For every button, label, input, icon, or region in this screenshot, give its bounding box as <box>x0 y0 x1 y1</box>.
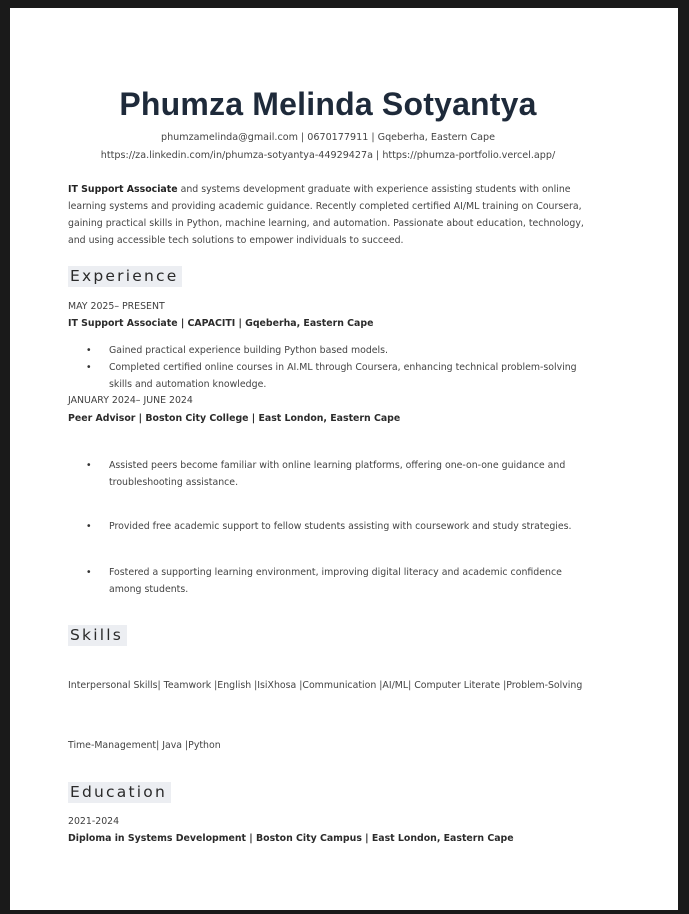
summary-text: and systems development graduate with experience assisting students with online learning systems and providing academic guidance. Recently completed certified AI/ML training on Coursera, gaining practical skills in Python, machine learning, and automation. Passionate about education, technology, and using accessible tech solutions to empower individuals to succeed. <box>68 184 584 246</box>
job-dates: MAY 2025– PRESENT <box>68 301 165 312</box>
bullet-dot: • <box>86 460 92 471</box>
education-dates: 2021-2024 <box>68 816 120 827</box>
education-heading: Education <box>68 782 171 803</box>
job-title: IT Support Associate | CAPACITI | Gqeberha, Eastern Cape <box>68 318 374 329</box>
job-bullet: • Fostered a supporting learning environment, improving digital literacy and academic confidence among students. <box>86 564 586 598</box>
profile-links-line: https://za.linkedin.com/in/phumza-sotyantya-44929427a | https://phumza-portfolio.vercel.app/ <box>100 150 556 161</box>
job-title: Peer Advisor | Boston City College | East London, Eastern Cape <box>68 413 401 424</box>
job-dates: JANUARY 2024– JUNE 2024 <box>68 395 193 406</box>
job-bullet: • Gained practical experience building Python based models. <box>86 342 586 359</box>
job-bullet: • Provided free academic support to fellow students assisting with coursework and study strategies. <box>86 518 586 535</box>
education-title: Diploma in Systems Development | Boston City Campus | East London, Eastern Cape <box>68 833 514 844</box>
bullet-dot: • <box>86 362 92 373</box>
skills-list: Interpersonal Skills| Teamwork |English |IsiXhosa |Communication |AI/ML| Computer Literate |Problem-Solving <box>68 680 583 691</box>
candidate-name: Phumza Melinda Sotyantya <box>119 86 537 122</box>
summary-lead: IT Support Associate <box>68 184 178 195</box>
bullet-dot: • <box>86 345 92 356</box>
contact-info-line: phumzamelinda@gmail.com | 0670177911 | Gqeberha, Eastern Cape <box>161 132 495 143</box>
bullet-dot: • <box>86 521 92 532</box>
skills-list: Time-Management| Java |Python <box>68 740 221 751</box>
skills-heading: Skills <box>68 625 127 646</box>
experience-heading: Experience <box>68 266 182 287</box>
job-bullet: • Assisted peers become familiar with online learning platforms, offering one-on-one guidance and troubleshooting assistance. <box>86 457 586 491</box>
job-bullet: • Completed certified online courses in AI.ML through Coursera, enhancing technical problem-solving skills and automation knowledge. <box>86 359 586 393</box>
bullet-dot: • <box>86 567 92 578</box>
professional-summary <box>68 181 588 249</box>
resume-page <box>10 8 678 910</box>
